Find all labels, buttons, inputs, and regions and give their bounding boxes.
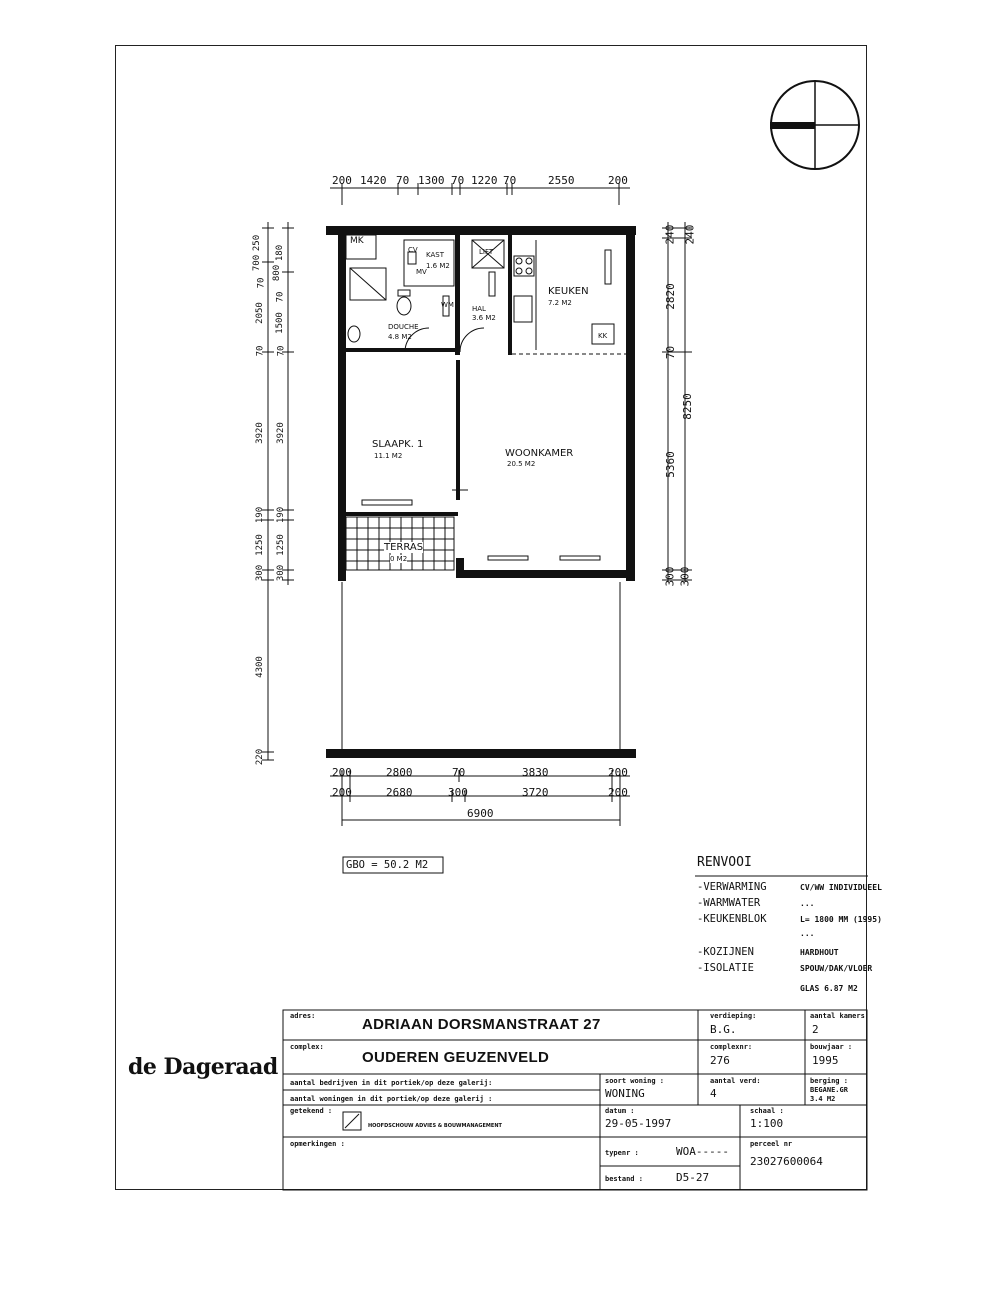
left-dim-7: 1500 bbox=[274, 312, 285, 334]
bottom-dim-row2-0: 200 bbox=[332, 786, 352, 799]
room-mk: MK bbox=[350, 236, 364, 246]
room-hal-area: 3.6 M2 bbox=[472, 314, 496, 322]
right-dim-4: 8250 bbox=[680, 393, 694, 420]
typenr-value: WOA----- bbox=[676, 1145, 729, 1158]
typenr-label: typenr : bbox=[605, 1149, 639, 1157]
left-dim-6: 70 bbox=[275, 291, 286, 303]
renvooi-label-0: -VERWARMING bbox=[697, 881, 767, 893]
top-dim-2: 70 bbox=[396, 174, 410, 187]
top-dim-3: 1300 bbox=[418, 174, 445, 187]
company-logo: de Dageraad bbox=[128, 1054, 278, 1080]
renvooi-value-0: CV/WW INDIVIDUEEL bbox=[800, 883, 882, 892]
left-dim-18: 4300 bbox=[254, 656, 265, 678]
room-douche: DOUCHE bbox=[388, 323, 419, 331]
berging-area: 3.4 M2 bbox=[810, 1095, 836, 1103]
renvooi-value-1: ... bbox=[800, 899, 815, 908]
bottom-dim-row1-0: 200 bbox=[332, 766, 352, 779]
renvooi-label-4: -KOZIJNEN bbox=[697, 946, 754, 958]
complexnr-label: complexnr: bbox=[710, 1043, 753, 1051]
verdieping-label: verdieping: bbox=[710, 1012, 757, 1020]
getekend-value: HOOFDSCHOUW ADVIES & BOUWMANAGEMENT bbox=[368, 1123, 502, 1129]
left-dim-17: 300 bbox=[276, 564, 287, 582]
renvooi-title: RENVOOI bbox=[697, 855, 752, 870]
left-dim-0: 250 bbox=[252, 234, 263, 252]
right-dim-5: 5360 bbox=[663, 451, 677, 478]
top-dim-1: 1420 bbox=[360, 174, 387, 187]
room-keuken: KEUKEN bbox=[548, 286, 589, 297]
bottom-dim-total: 6900 bbox=[467, 807, 494, 820]
complex-value: OUDEREN GEUZENVELD bbox=[362, 1049, 550, 1066]
left-dim-10: 3920 bbox=[254, 422, 265, 444]
left-dim-13: 190 bbox=[276, 506, 287, 524]
perceel-label: perceel nr bbox=[750, 1140, 793, 1148]
bottom-dim-row1-3: 3830 bbox=[522, 766, 549, 779]
bottom-dim-row1-1: 2800 bbox=[386, 766, 413, 779]
complexnr-value: 276 bbox=[710, 1054, 730, 1067]
room-kast: KAST bbox=[426, 251, 444, 259]
left-dim-2: 70 bbox=[256, 277, 267, 289]
verd-value: 4 bbox=[710, 1087, 717, 1100]
renvooi-value-3: ... bbox=[800, 929, 815, 938]
left-dim-8: 70 bbox=[255, 345, 266, 357]
right-dim-7: 300 bbox=[678, 566, 692, 587]
getekend-label: getekend : bbox=[290, 1107, 333, 1115]
room-woonkamer: WOONKAMER bbox=[505, 448, 574, 459]
room-kk: KK bbox=[598, 332, 608, 340]
adres-value: ADRIAAN DORSMANSTRAAT 27 bbox=[362, 1016, 601, 1033]
bottom-dim-row1-2: 70 bbox=[452, 766, 466, 779]
top-dim-5: 1220 bbox=[471, 174, 498, 187]
bottom-dim-row2-4: 200 bbox=[608, 786, 628, 799]
top-dim-4: 70 bbox=[451, 174, 465, 187]
renvooi-value-2: L= 1800 MM (1995) bbox=[800, 915, 882, 924]
left-dim-15: 1250 bbox=[275, 534, 286, 556]
room-lift: LIFT bbox=[479, 248, 494, 256]
room-woonkamer-area: 20.5 M2 bbox=[507, 460, 536, 468]
bedrijven-label: aantal bedrijven in dit portiek/op deze galerij: bbox=[290, 1079, 493, 1087]
bouwjaar-value: 1995 bbox=[812, 1054, 839, 1067]
bouwjaar-label: bouwjaar : bbox=[810, 1043, 853, 1051]
berging-value: BEGANE.GR bbox=[810, 1086, 848, 1094]
renvooi-value-6: GLAS 6.87 M2 bbox=[800, 984, 858, 993]
left-dim-3: 800 bbox=[272, 264, 283, 282]
verdieping-value: B.G. bbox=[710, 1023, 737, 1036]
north-arrow-icon bbox=[770, 81, 859, 169]
gbo-label: GBO = 50.2 M2 bbox=[346, 859, 429, 871]
room-cv: CV bbox=[408, 246, 418, 254]
woningen-label: aantal woningen in dit portiek/op deze galerij : bbox=[290, 1095, 493, 1103]
datum-label: datum : bbox=[605, 1107, 635, 1115]
schaal-value: 1:100 bbox=[750, 1117, 784, 1130]
schaal-label: schaal : bbox=[750, 1107, 784, 1115]
renvooi-label-5: -ISOLATIE bbox=[697, 962, 754, 974]
renvooi-value-5: SPOUW/DAK/VLOER bbox=[800, 964, 873, 973]
bottom-dim-row1-4: 200 bbox=[608, 766, 628, 779]
left-dim-5: 2050 bbox=[254, 302, 265, 324]
bottom-dim-row2-3: 3720 bbox=[522, 786, 549, 799]
top-dim-0: 200 bbox=[332, 174, 352, 187]
room-wm: WM bbox=[441, 301, 454, 309]
bestand-value: D5-27 bbox=[676, 1171, 710, 1184]
right-dim-0: 240 bbox=[663, 224, 677, 245]
soort-label: soort woning : bbox=[605, 1077, 665, 1085]
berging-label: berging : bbox=[810, 1077, 848, 1085]
right-dim-6: 300 bbox=[663, 566, 677, 587]
opmerkingen-label: opmerkingen : bbox=[290, 1140, 345, 1148]
left-dim-19: 220 bbox=[255, 748, 266, 766]
bottom-dim-row2-2: 300 bbox=[448, 786, 468, 799]
renvooi-value-4: HARDHOUT bbox=[800, 948, 839, 957]
left-dim-14: 1250 bbox=[254, 534, 265, 556]
room-slaapk: SLAAPK. 1 bbox=[372, 439, 424, 450]
top-dim-6: 70 bbox=[503, 174, 517, 187]
room-douche-area: 4.8 M2 bbox=[388, 333, 412, 341]
room-terras: TERRAS bbox=[384, 542, 424, 553]
left-dim-4: 180 bbox=[275, 244, 286, 262]
soort-value: WONING bbox=[605, 1087, 645, 1100]
right-dim-2: 2820 bbox=[663, 283, 677, 310]
room-mv: MV bbox=[416, 268, 427, 276]
aantal-kamers-value: 2 bbox=[812, 1023, 819, 1036]
aantal-kamers-label: aantal kamers: bbox=[810, 1012, 870, 1020]
room-slaapk-area: 11.1 M2 bbox=[374, 452, 403, 460]
top-dim-8: 200 bbox=[608, 174, 628, 187]
perceel-value: 23027600064 bbox=[750, 1155, 823, 1168]
left-dim-1: 700 bbox=[252, 254, 263, 272]
right-dim-1: 240 bbox=[683, 224, 697, 245]
room-hal: HAL bbox=[472, 305, 486, 313]
top-dim-7: 2550 bbox=[548, 174, 575, 187]
room-keuken-area: 7.2 M2 bbox=[548, 299, 572, 307]
left-dim-12: 190 bbox=[255, 506, 266, 524]
left-dim-11: 3920 bbox=[275, 422, 286, 444]
room-terras-area: 0 M2 bbox=[390, 555, 408, 563]
verd-label: aantal verd: bbox=[710, 1077, 761, 1085]
renvooi-label-2: -KEUKENBLOK bbox=[697, 913, 767, 925]
datum-value: 29-05-1997 bbox=[605, 1117, 672, 1130]
left-dim-9: 70 bbox=[276, 345, 287, 357]
bestand-label: bestand : bbox=[605, 1175, 643, 1183]
adres-label: adres: bbox=[290, 1012, 316, 1020]
left-dim-16: 300 bbox=[255, 564, 266, 582]
complex-label: complex: bbox=[290, 1043, 324, 1051]
renvooi-label-1: -WARMWATER bbox=[697, 897, 761, 909]
right-dim-3: 70 bbox=[664, 345, 678, 360]
room-kast-area: 1.6 M2 bbox=[426, 262, 450, 270]
left-dimension-line bbox=[262, 222, 294, 760]
bottom-dim-row2-1: 2680 bbox=[386, 786, 413, 799]
